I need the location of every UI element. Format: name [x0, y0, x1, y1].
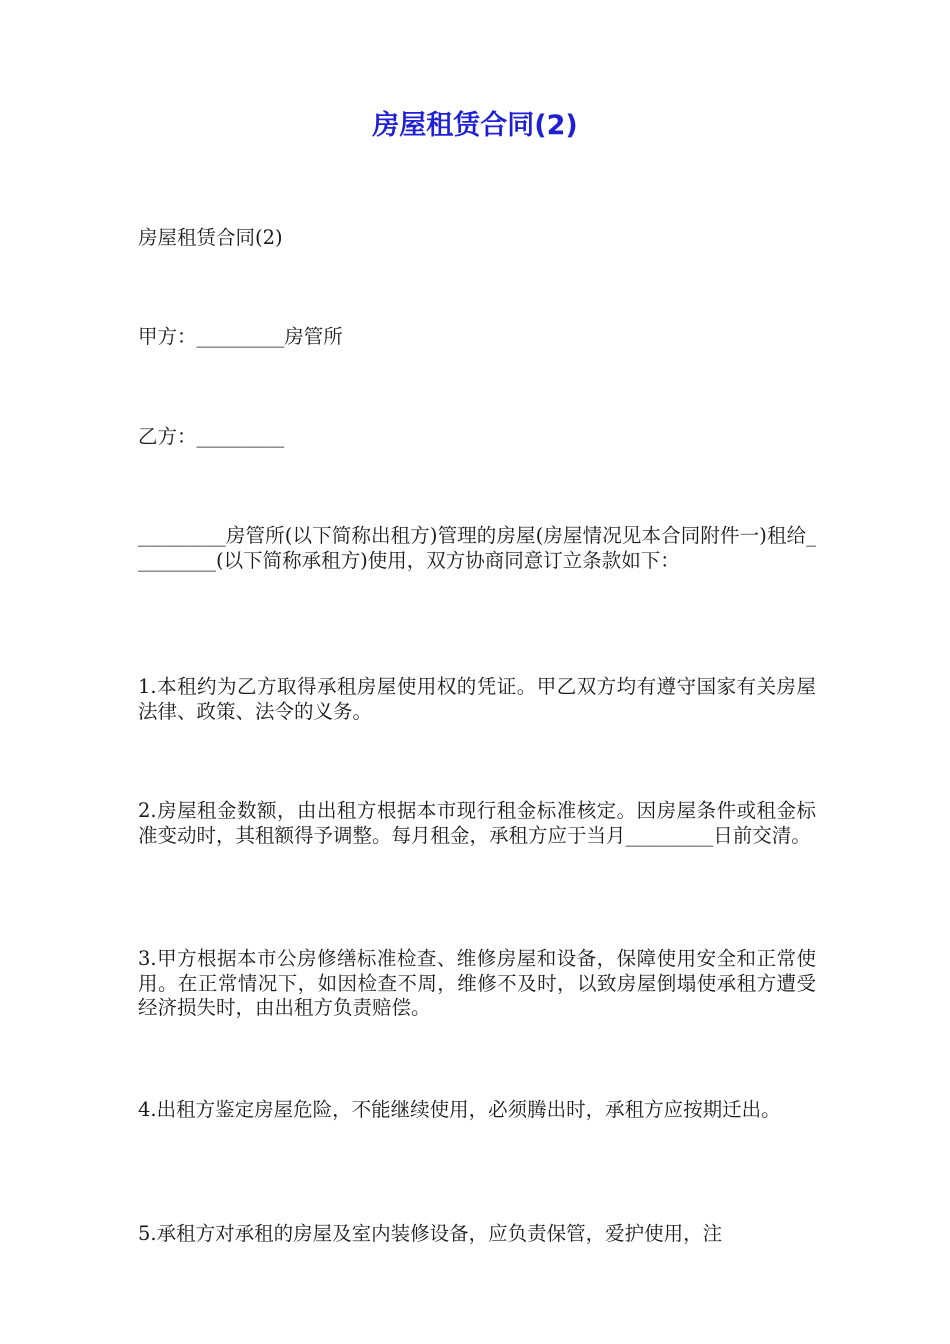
clause-2: 2.房屋租金数额，由出租方根据本市现行租金标准核定。因房屋条件或租金标准变动时，其租额得予调整。每月租金，承租方应于当月_________日前交清。 — [138, 799, 816, 847]
document-subtitle: 房屋租赁合同(2) — [138, 226, 283, 249]
document-title: 房屋租赁合同(2) — [372, 110, 578, 141]
clause-1: 1.本租约为乙方取得承租房屋使用权的凭证。甲乙双方均有遵守国家有关房屋法律、政策、法令的义务。 — [138, 675, 816, 723]
clause-3: 3.甲方根据本市公房修缮标准检查、维修房屋和设备，保障使用安全和正常使用。在正常情况下，如因检查不周，维修不及时，以致房屋倒塌使承租方遭受经济损失时，由出租方负责赔偿。 — [138, 947, 816, 1019]
party-b-line: 乙方：_________ — [138, 425, 285, 448]
party-a-line: 甲方：_________房管所 — [138, 325, 343, 348]
clause-5: 5.承租方对承租的房屋及室内装修设备，应负责保管，爱护使用，注 — [138, 1222, 723, 1245]
intro-paragraph: _________房管所(以下简称出租方)管理的房屋(房屋情况见本合同附件一)租给_________(以下简称承租方)使用，双方协商同意订立条款如下： — [138, 524, 816, 572]
clause-4: 4.出租方鉴定房屋危险，不能继续使用，必须腾出时，承租方应按期迁出。 — [138, 1098, 781, 1121]
